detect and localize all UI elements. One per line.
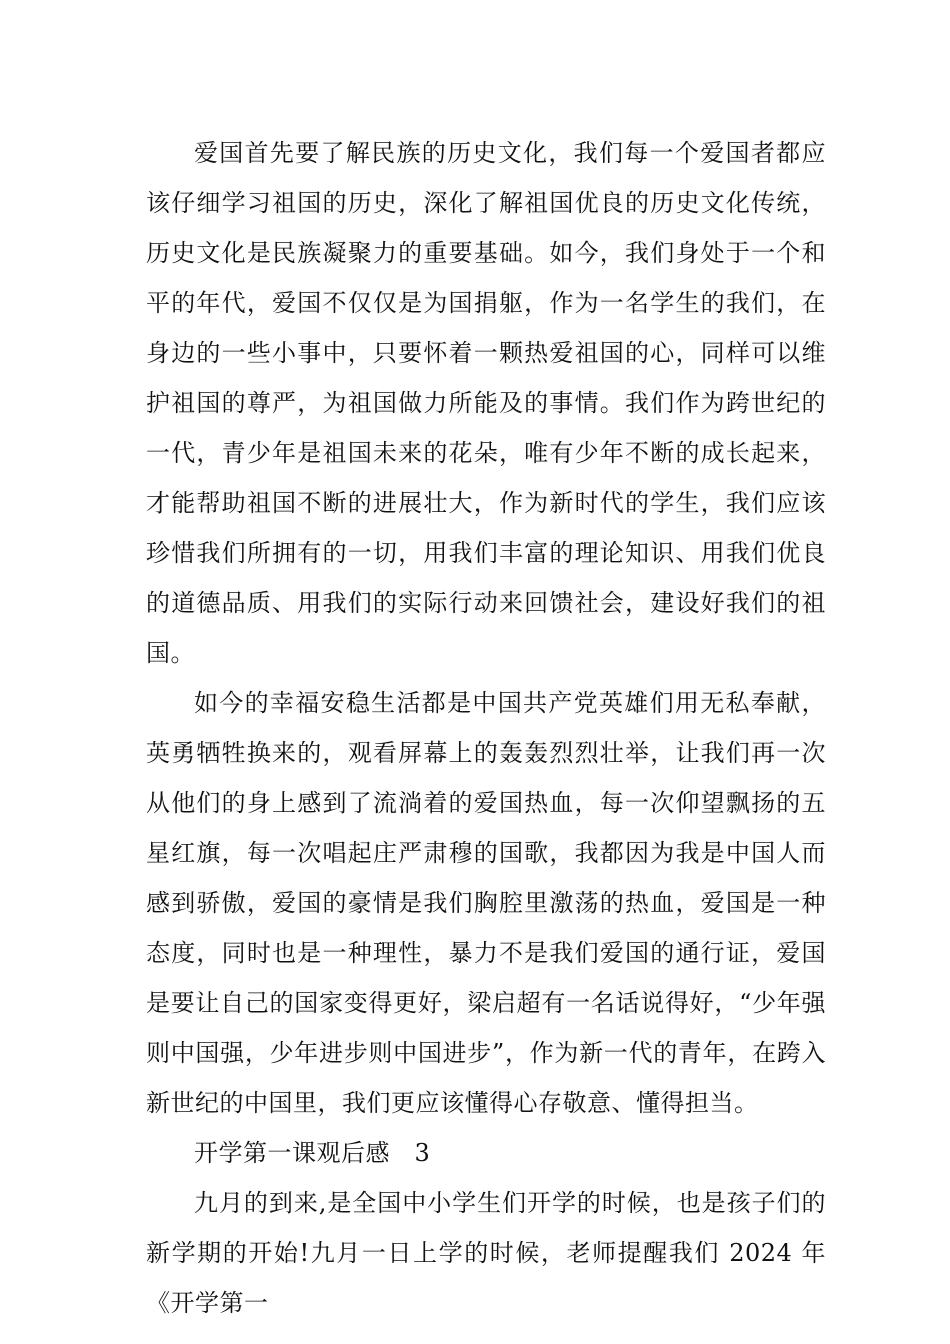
paragraph-september: 九月的到来,是全国中小学生们开学的时候，也是孩子们的新学期的开始!九月一日上学的时候，老师提醒我们 2024 年《开学第一 xyxy=(146,1189,826,1317)
paragraph-patriotism-history: 爱国首先要了解民族的历史文化，我们每一个爱国者都应该仔细学习祖国的历史，深化了解祖国优良的历史文化传统，历史文化是民族凝聚力的重要基础。如今，我们身处于一个和平的年代，爱国不仅仅是为国捐躯，作为一名学生的我们，在身边的一些小事中，只要怀着一颗热爱祖国的心，同样可以维护祖国的尊严，为祖国做力所能及的事情。我们作为跨世纪的一代，青少年是祖国未来的花朵，唯有少年不断的成长起来，才能帮助祖国不断的进展壮大，作为新时代的学生，我们应该珍惜我们所拥有的一切，用我们丰富的理论知识、用我们优良的道德品质、用我们的实际行动来回馈社会，建设好我们的祖国。 xyxy=(146,139,826,667)
section-heading: 开学第一课观后感 3 xyxy=(194,1139,431,1167)
paragraph-happy-life: 如今的幸福安稳生活都是中国共产党英雄们用无私奉献，英勇牺牲换来的，观看屏幕上的轰轰烈烈壮举，让我们再一次从他们的身上感到了流淌着的爱国热血，每一次仰望飘扬的五星红旗，每一次唱起庄严肃穆的国歌，我都因为我是中国人而感到骄傲，爱国的豪情是我们胸腔里激荡的热血，爱国是一种态度，同时也是一种理性，暴力不是我们爱国的通行证，爱国是要让自己的国家变得更好，梁启超有一名话说得好，“少年强则中国强，少年进步则中国进步”，作为新一代的青年，在跨入新世纪的中国里，我们更应该懂得心存敬意、懂得担当。 xyxy=(146,689,826,1117)
document-body xyxy=(146,128,826,1328)
